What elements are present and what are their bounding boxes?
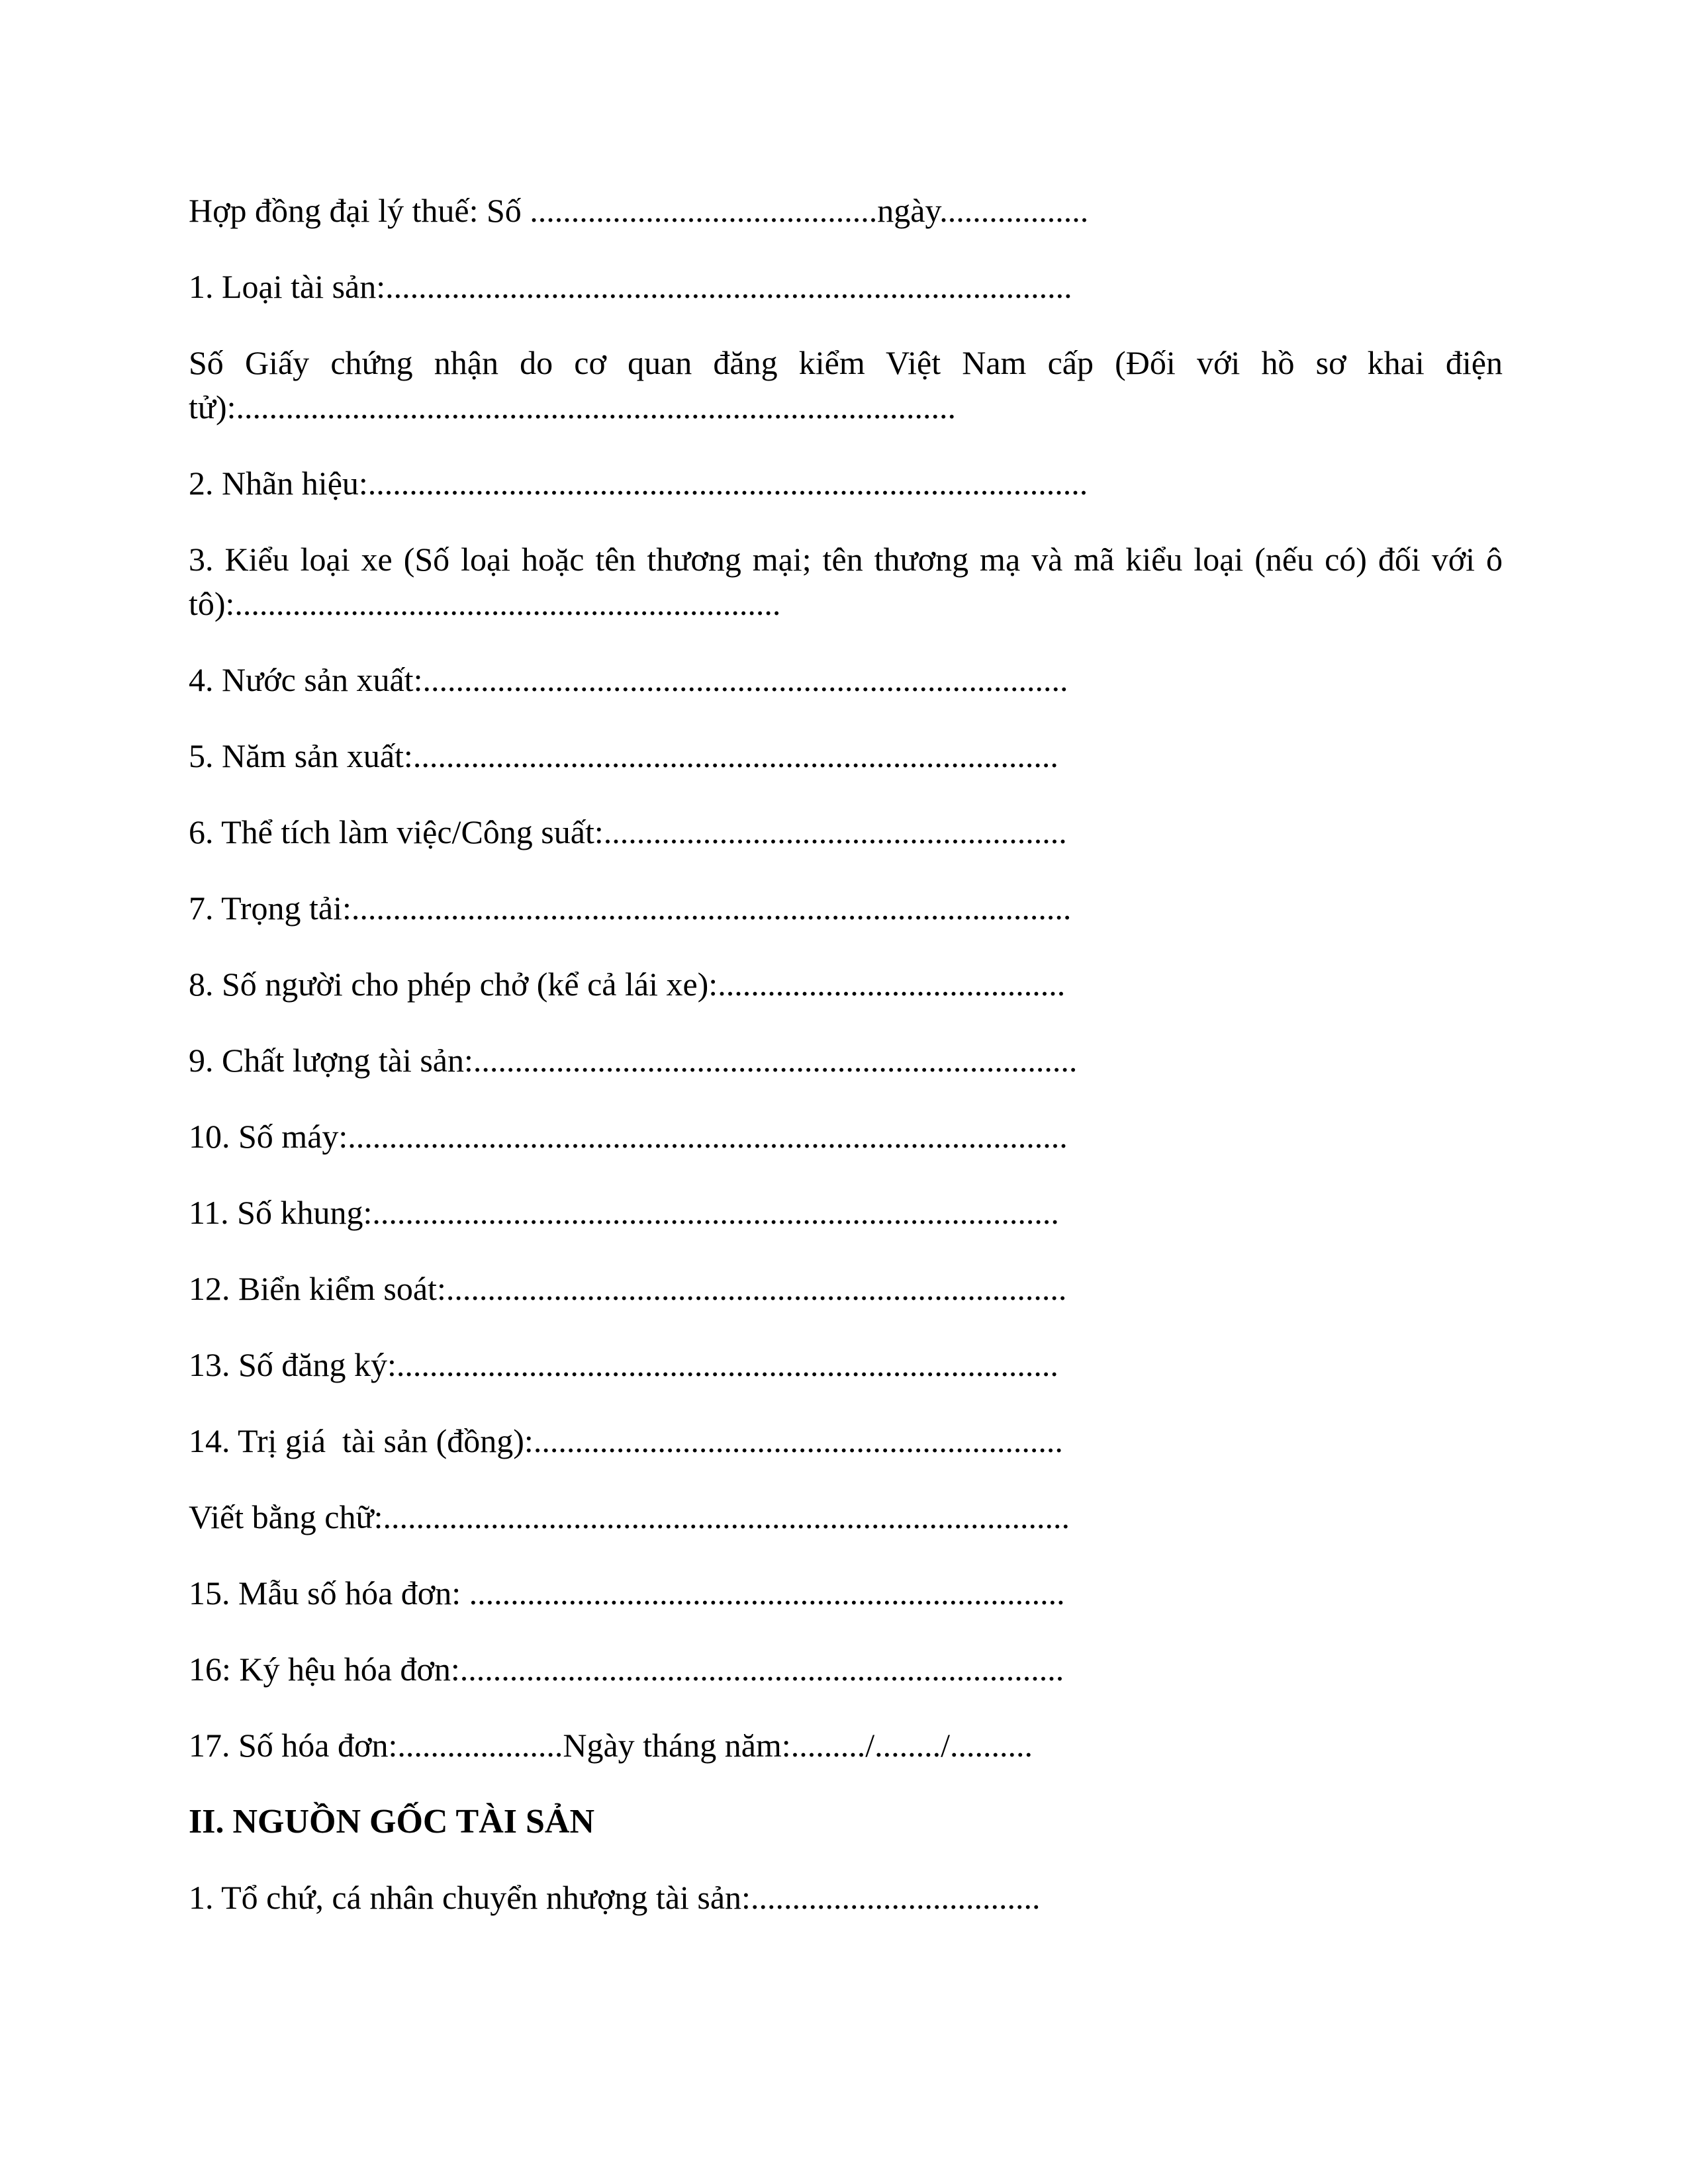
contract-number-line: Hợp đồng đại lý thuế: Số ..........................................ngày.................. [189, 192, 1089, 229]
field-10-so-may: 10. Số máy:....................................................................................... [189, 1118, 1068, 1155]
field-5-nam-san-xuat: 5. Năm sản xuất:.............................................................................. [189, 737, 1058, 774]
field-11-so-khung: 11. Số khung:................................................................................... [189, 1194, 1059, 1231]
section-ii-heading: II. NGUỒN GỐC TÀI SẢN [189, 1803, 595, 1841]
field-ii-1-to-chuc-chuyen-nhuong: 1. Tổ chứ, cá nhân chuyển nhượng tài sản:................................... [189, 1879, 1041, 1916]
field-6-the-tich-cong-suat: 6. Thể tích làm việc/Công suất:........................................................ [189, 813, 1067, 850]
field-15-mau-so-hoa-don: 15. Mẫu số hóa đơn: ........................................................................ [189, 1574, 1065, 1612]
field-1-loai-tai-san: 1. Loại tài sản:................................................................................... [189, 268, 1072, 305]
field-12-bien-kiem-soat: 12. Biển kiểm soát:........................................................................... [189, 1270, 1067, 1307]
field-14-tri-gia-tai-san: 14. Trị giá tài sản (đồng):................................................................ [189, 1422, 1063, 1459]
field-7-trong-tai: 7. Trọng tải:....................................................................................... [189, 889, 1072, 927]
field-3-kieu-loai-xe: 3. Kiểu loại xe (Số loại hoặc tên thương mại; tên thương mạ và mã kiểu loại (nếu có) đối với ô tô):.................................................................. [189, 541, 1503, 622]
field-16-ky-hieu-hoa-don: 16: Ký hệu hóa đơn:......................................................................... [189, 1651, 1064, 1688]
field-so-giay-chung-nhan: Số Giấy chứng nhận do cơ quan đăng kiểm Việt Nam cấp (Đối với hồ sơ khai điện tử):....................................................................................... [189, 344, 1503, 426]
field-viet-bang-chu: Viết bằng chữ:................................................................................... [189, 1498, 1070, 1535]
field-4-nuoc-san-xuat: 4. Nước sản xuất:.............................................................................. [189, 661, 1068, 698]
field-9-chat-luong-tai-san: 9. Chất lượng tài sản:......................................................................... [189, 1042, 1078, 1079]
field-8-so-nguoi-cho-phep-cho: 8. Số người cho phép chở (kể cả lái xe):.......................................... [189, 966, 1066, 1003]
field-13-so-dang-ky: 13. Số đăng ký:................................................................................ [189, 1346, 1058, 1383]
field-17-so-hoa-don: 17. Số hóa đơn:....................Ngày tháng năm:........./......../.......... [189, 1727, 1033, 1764]
field-2-nhan-hieu: 2. Nhãn hiệu:....................................................................................... [189, 465, 1088, 502]
